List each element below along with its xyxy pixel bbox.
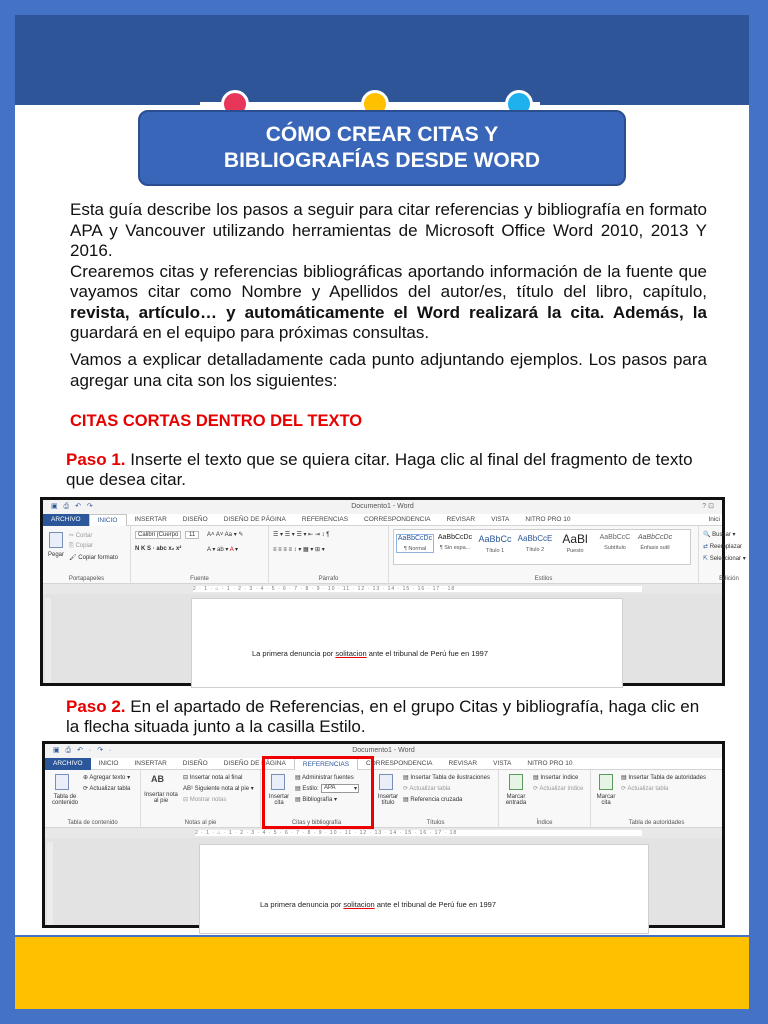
document-page[interactable]	[191, 598, 623, 688]
tab-referencias[interactable]: REFERENCIAS	[301, 515, 349, 523]
document-text-line[interactable]: La primera denuncia por solitacion ante el tribunal de Perú fue en 1997	[260, 900, 497, 909]
intro-paragraph-2a: Crearemos citas y referencias bibliográficas aportando información de la fuente que vayamos citar como Nombre y Apellidos del autor/es, título del libro, capítulo,	[70, 261, 707, 301]
tab-diseno[interactable]: DISEÑO	[182, 515, 208, 523]
insert-caption-icon[interactable]	[379, 774, 393, 790]
tabla-ilustraciones-button[interactable]: ▤ Insertar Tabla de ilustraciones	[403, 775, 490, 781]
tab-correspondencia[interactable]: CORRESPONDENCIA	[366, 759, 433, 767]
intro-paragraph-2c: guardará en el equipo para próximas consultas.	[70, 323, 430, 342]
estilo-row: ▤ Estilo:	[295, 786, 319, 792]
actualizar-indice-button[interactable]: ⟳ Actualizar índice	[533, 786, 584, 792]
reemplazar-button[interactable]: ⇄ Reemplazar	[703, 544, 743, 550]
ribbon-inicio	[43, 526, 746, 584]
vertical-ruler[interactable]	[45, 598, 51, 683]
footer-band	[15, 937, 749, 1009]
highlight-box	[262, 756, 374, 829]
group-label: Índice	[536, 820, 553, 826]
style-titulo-2[interactable]: AaBbCcE Título 2	[517, 534, 553, 553]
tab-nitro[interactable]: NITRO PRO 10	[527, 759, 573, 767]
footnote-icon[interactable]: AB	[151, 774, 164, 784]
mark-citation-icon[interactable]	[599, 774, 613, 790]
step-2-label: Paso 2.	[66, 697, 126, 716]
paste-icon[interactable]	[49, 532, 63, 548]
tab-diseno-pagina[interactable]: DISEÑO DE PÁGINA	[223, 515, 286, 523]
group-label: Títulos	[426, 820, 445, 826]
intro-text	[70, 200, 707, 344]
title-line-1: CÓMO CREAR CITAS Y	[265, 123, 499, 146]
tab-diseno[interactable]: DISEÑO	[182, 759, 208, 767]
administrar-fuentes-button[interactable]: ▤ Administrar fuentes	[295, 775, 354, 781]
group-notas-pie	[141, 770, 261, 828]
step-1-label: Paso 1.	[66, 450, 126, 469]
chevron-down-icon[interactable]: ▾	[353, 786, 357, 792]
document-area	[43, 594, 722, 683]
group-label: Fuente	[190, 576, 209, 582]
cut-button[interactable]: ✂ Cortar	[69, 533, 93, 539]
group-edicion	[699, 526, 759, 584]
document-text-line[interactable]: La primera denuncia por solitacion ante el tribunal de Perú fue en 1997	[252, 649, 489, 658]
tab-insertar[interactable]: INSERTAR	[134, 759, 167, 767]
bibliografia-button[interactable]: ▤ Bibliografía ▾	[295, 797, 338, 803]
tab-archivo[interactable]: ARCHIVO	[45, 758, 91, 770]
font-grow-icons[interactable]: A˄ A˅ Aa ▾ ✎	[207, 532, 244, 538]
horizontal-ruler[interactable]	[45, 828, 722, 838]
group-label: Portapapeles	[68, 576, 105, 582]
actualizar-tabla-ilustraciones-button[interactable]: ⟳ Actualizar tabla	[403, 786, 451, 792]
word-screenshot-home	[40, 497, 746, 686]
group-label: Tabla de contenido	[67, 820, 118, 826]
style-subtitulo[interactable]: AaBbCcC Subtítulo	[599, 534, 631, 551]
actualizar-tabla-autoridades-button[interactable]: ⟳ Actualizar tabla	[621, 786, 669, 792]
tab-insertar[interactable]: INSERTAR	[134, 515, 167, 523]
tab-vista[interactable]: VISTA	[491, 515, 510, 523]
step-1	[66, 450, 706, 490]
tab-inicio[interactable]: INICIO	[98, 759, 119, 767]
step-2-text: En el apartado de Referencias, en el grupo Citas y bibliografía, haga clic en la flecha situada junto a la casilla Estilo.	[66, 697, 700, 736]
paste-label[interactable]: Pegar	[48, 552, 65, 558]
document-title: Documento1 - Word	[352, 747, 415, 754]
mark-entry-icon[interactable]	[509, 774, 523, 790]
marcar-cita-button[interactable]: Marcar cita	[596, 794, 616, 806]
word-screenshot-referencias	[42, 741, 725, 928]
insertar-titulo-button[interactable]: Insertar título	[377, 794, 399, 806]
vertical-ruler[interactable]	[47, 842, 53, 925]
group-label: Tabla de autoridades	[628, 820, 685, 826]
intro-paragraph-3: Vamos a explicar detalladamente cada punto adjuntando ejemplos. Los pasos para agregar una cita son los siguientes:	[70, 350, 707, 390]
step-2	[66, 697, 706, 737]
document-page[interactable]	[199, 844, 649, 934]
document-title: Documento1 - Word	[351, 503, 414, 510]
mostrar-notas-button[interactable]: ⊟ Mostrar notas	[183, 797, 227, 803]
tab-referencias[interactable]: REFERENCIAS	[294, 758, 358, 770]
tab-inicio[interactable]: INICIO	[89, 514, 127, 526]
styles-gallery[interactable]	[393, 529, 691, 565]
word-titlebar	[45, 744, 722, 758]
style-normal[interactable]: AaBbCcDc ¶ Normal	[397, 535, 433, 552]
group-indice	[499, 770, 591, 828]
buscar-button[interactable]: 🔍 Buscar ▾	[703, 532, 736, 538]
table-of-contents-icon[interactable]	[55, 774, 69, 790]
tabla-contenido-button[interactable]: Tabla de contenido	[51, 794, 79, 806]
marcar-entrada-button[interactable]: Marcar entrada	[505, 794, 527, 806]
step-1-text: Inserte el texto que se quiera citar. Haga clic al final del fragmento de texto que desea citar.	[66, 450, 693, 489]
referencia-cruzada-button[interactable]: ▤ Referencia cruzada	[403, 797, 463, 803]
estilo-select[interactable]: APA ▾	[321, 784, 359, 793]
group-label: Edición	[719, 576, 739, 582]
agregar-texto-button[interactable]: ⊕ Agregar texto ▾	[83, 775, 131, 781]
horizontal-ruler[interactable]	[43, 584, 722, 594]
ruler-scale: 2 · 1 · ⌂ · 1 · 2 · 3 · 4 · 5 · 6 · 7 · 8 · 9 · 10 · 11 · 12 · 13 · 14 · 15 · 16 · 17 · 18	[195, 830, 642, 836]
seleccionar-button[interactable]: ⇱ Seleccionar ▾	[703, 556, 746, 562]
window-controls[interactable]: ? ⊡	[702, 503, 714, 510]
group-label: Citas y bibliografía	[291, 820, 342, 826]
format-painter-button[interactable]: 🖌 Copiar formato	[69, 555, 118, 561]
group-tabla-autoridades	[591, 770, 722, 828]
tab-diseno-pagina[interactable]: DISEÑO DE PÁGINA	[223, 759, 286, 767]
group-label: Notas al pie	[184, 820, 217, 826]
style-sin-espacio[interactable]: AaBbCcDc ¶ Sin espa...	[437, 534, 473, 551]
quick-access-toolbar[interactable]: ▣ ⎙ ↶ · ↷ ·	[53, 747, 114, 754]
group-label: Párrafo	[318, 576, 339, 582]
tab-vista[interactable]: VISTA	[493, 759, 512, 767]
style-titulo-1[interactable]: AaBbCc Título 1	[478, 534, 512, 554]
document-area	[45, 838, 722, 925]
insertar-indice-button[interactable]: ▤ Insertar índice	[533, 775, 579, 781]
group-portapapeles	[43, 526, 131, 584]
word-titlebar	[43, 500, 722, 514]
tabla-autoridades-button[interactable]: ▤ Insertar Tabla de autoridades	[621, 775, 706, 781]
tab-inicio-sesion[interactable]: Inici	[708, 515, 720, 523]
group-label: Estilos	[534, 576, 553, 582]
tab-correspondencia[interactable]: CORRESPONDENCIA	[364, 515, 431, 523]
font-color-row[interactable]: A ▾ ab ▾ A ▾	[207, 547, 239, 553]
style-enfasis-sutil[interactable]: AaBbCcDc Énfasis sutil	[637, 534, 673, 551]
tab-archivo[interactable]: ARCHIVO	[43, 514, 89, 526]
tab-revisar[interactable]: REVISAR	[446, 515, 476, 523]
quick-access-toolbar[interactable]: ▣ ⎙ ↶ ↷	[51, 503, 95, 510]
font-format-row[interactable]: N K S · abc x₂ x²	[135, 546, 182, 552]
group-estilos	[389, 526, 699, 584]
title-line-2: BIBLIOGRAFÍAS DESDE WORD	[223, 149, 541, 172]
page-title	[138, 110, 626, 186]
group-titulos	[373, 770, 499, 828]
ribbon-tabs	[43, 514, 722, 526]
actualizar-tabla-button[interactable]: ⟳ Actualizar tabla	[83, 786, 131, 792]
intro-paragraph-2-bold: revista, artículo… y automáticamente el Word realizará la cita. Además, la	[70, 302, 707, 322]
insertar-cita-button[interactable]: Insertar cita	[268, 794, 290, 806]
tab-revisar[interactable]: REVISAR	[448, 759, 478, 767]
group-tabla-contenido	[45, 770, 141, 828]
intro-paragraph-1: Esta guía describe los pasos a seguir para citar referencias y bibliografía en formato APA y Vancouver utilizando herramientas de Microsoft Office Word 2010, 2013 Y 2016.	[70, 200, 707, 260]
siguiente-nota-button[interactable]: AB¹ Siguiente nota al pie ▾	[183, 786, 254, 792]
ribbon-referencias	[45, 770, 722, 828]
group-parrafo	[269, 526, 389, 584]
insertar-nota-final-button[interactable]: ⊟ Insertar nota al final	[183, 775, 243, 781]
font-size-select[interactable]: 11	[185, 531, 199, 539]
tab-nitro[interactable]: NITRO PRO 10	[525, 515, 571, 523]
insertar-nota-pie-button[interactable]: Insertar nota al pie	[144, 792, 178, 804]
font-name-select[interactable]: Calibri (Cuerpo	[135, 531, 181, 539]
section-title: CITAS CORTAS DENTRO DEL TEXTO	[70, 412, 363, 430]
ribbon-tabs	[45, 758, 722, 770]
style-puesto[interactable]: AaBl Puesto	[562, 532, 588, 554]
list-buttons[interactable]: ☰ ▾ ☰ ▾ ☰ ▾ ⇤ ⇥ ↕ ¶	[273, 532, 330, 538]
copy-button[interactable]: ⎘ Copiar	[69, 543, 94, 549]
group-fuente	[131, 526, 269, 584]
ruler-scale: 2 · 1 · ⌂ · 1 · 2 · 3 · 4 · 5 · 6 · 7 · 8 · 9 · 10 · 11 · 12 · 13 · 14 · 15 · 16 · 17 · 18	[193, 586, 642, 592]
align-buttons[interactable]: ≡ ≡ ≡ ≡ ↕ ▾ ▦ ▾ ⊞ ▾	[273, 547, 325, 553]
